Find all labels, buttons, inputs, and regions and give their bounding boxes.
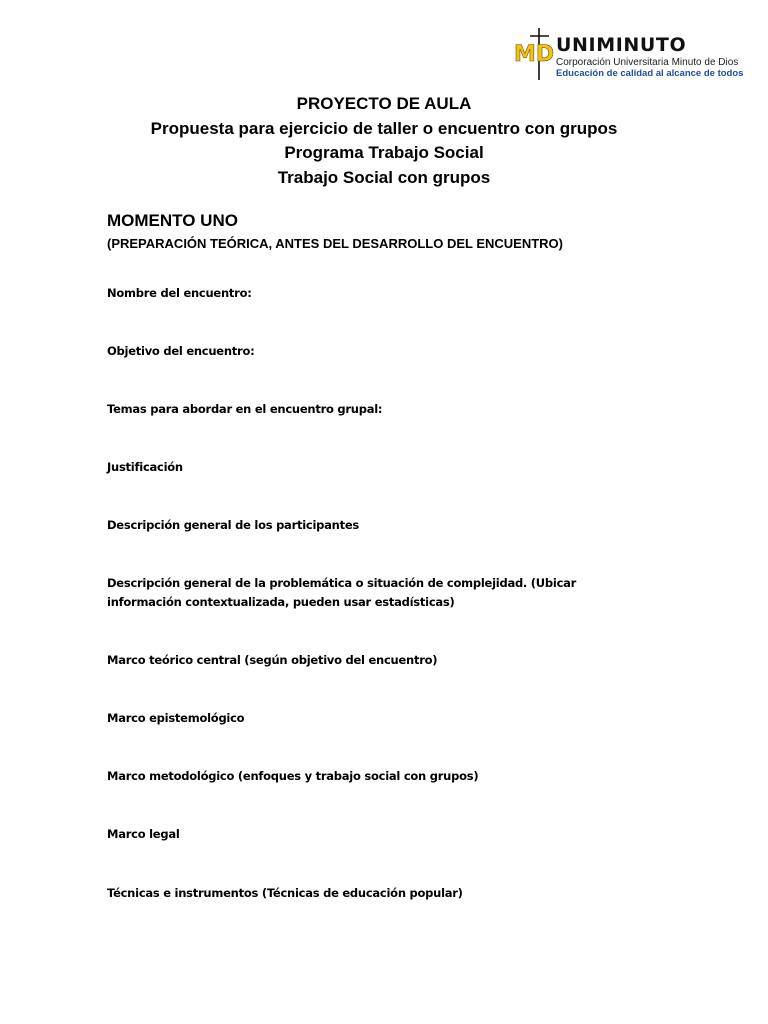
field-tecnicas-instrumentos: Técnicas e instrumentos (Técnicas de educación popular) <box>107 886 463 900</box>
field-marco-teorico: Marco teórico central (según objetivo del encuentro) <box>107 653 438 667</box>
field-descripcion-participantes: Descripción general de los participantes <box>107 518 360 532</box>
logo-subtitle: Corporación Universitaria Minuto de Dios <box>556 57 739 68</box>
field-marco-legal: Marco legal <box>107 827 180 841</box>
field-descripcion-problematica: Descripción general de la problemática o situación de complejidad. (Ubicar información contextualizada, pueden usar estadísticas) <box>107 576 577 609</box>
header-line-2: Propuesta para ejercicio de taller o encuentro con grupos <box>150 118 618 138</box>
logo-slogan: Educación de calidad al alcance de todos <box>556 68 744 79</box>
logo-name: UNIMINUTO <box>556 34 687 56</box>
md-cross-icon <box>513 26 557 82</box>
md-mark: MD <box>514 42 555 67</box>
field-temas: Temas para abordar en el encuentro grupal: <box>107 402 383 416</box>
header-line-1: PROYECTO DE AULA <box>296 94 472 113</box>
uniminuto-logo <box>513 26 743 82</box>
field-marco-epistemologico: Marco epistemológico <box>107 711 245 725</box>
field-justificacion: Justificación <box>107 460 183 474</box>
moment-title: MOMENTO UNO <box>107 211 238 230</box>
field-marco-metodologico: Marco metodológico (enfoques y trabajo social con grupos) <box>107 769 479 783</box>
header-line-3: Programa Trabajo Social <box>284 143 484 163</box>
field-objetivo-encuentro: Objetivo del encuentro: <box>107 344 255 358</box>
moment-subtitle: (PREPARACIÓN TEÓRICA, ANTES DEL DESARROLLO DEL ENCUENTRO) <box>107 236 563 251</box>
header-line-4: Trabajo Social con grupos <box>277 168 491 188</box>
field-nombre-encuentro: Nombre del encuentro: <box>107 286 252 300</box>
document-header <box>0 92 768 191</box>
